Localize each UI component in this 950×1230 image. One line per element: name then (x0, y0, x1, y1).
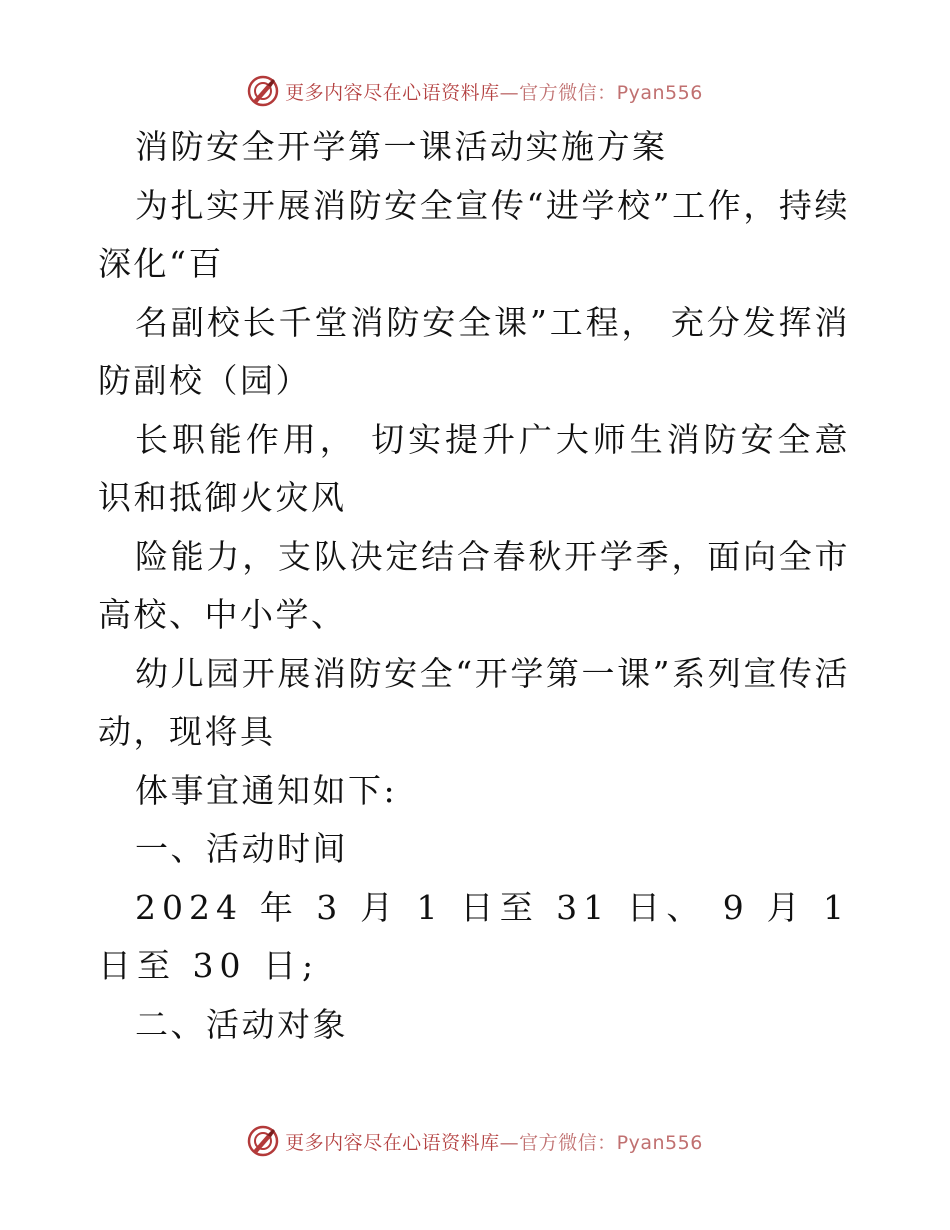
body-paragraph: 长职能作用， 切实提升广大师生消防安全意识和抵御火灾风 (98, 419, 850, 517)
body-paragraph: 2024 年 3 月 1 日至 31 日、 9 月 1 日至 30 日; (98, 887, 850, 985)
document-title: 消防安全开学第一课活动实施方案 (135, 127, 668, 166)
watermark-text-main: 更多内容尽在心语资料库 (285, 1131, 500, 1154)
watermark-separator: — (499, 81, 520, 104)
watermark-wechat: 官方微信：Pyan556 (519, 81, 703, 104)
body-paragraph: 险能力，支队决定结合春秋开学季，面向全市高校、中小学、 (98, 536, 850, 634)
document-body (98, 118, 850, 1054)
watermark-text (285, 78, 703, 105)
watermark-logo-icon (247, 75, 279, 107)
watermark-logo-icon (247, 1125, 279, 1157)
watermark-text-main: 更多内容尽在心语资料库 (285, 81, 500, 104)
section-heading: 一、活动时间 (135, 829, 348, 868)
body-paragraph: 名副校长千堂消防安全课”工程， 充分发挥消防副校（园） (98, 302, 850, 400)
section-heading: 二、活动对象 (135, 1004, 348, 1044)
watermark-separator: — (499, 1131, 520, 1154)
watermark-text (285, 1128, 703, 1155)
body-paragraph: 为扎实开展消防安全宣传“进学校”工作，持续深化“百 (98, 185, 850, 283)
footer-watermark (0, 1124, 950, 1158)
header-watermark (0, 74, 950, 108)
body-paragraph: 体事宜通知如下: (135, 770, 398, 810)
watermark-wechat: 官方微信：Pyan556 (519, 1131, 703, 1154)
body-paragraph: 幼儿园开展消防安全“开学第一课”系列宣传活动，现将具 (98, 653, 850, 751)
